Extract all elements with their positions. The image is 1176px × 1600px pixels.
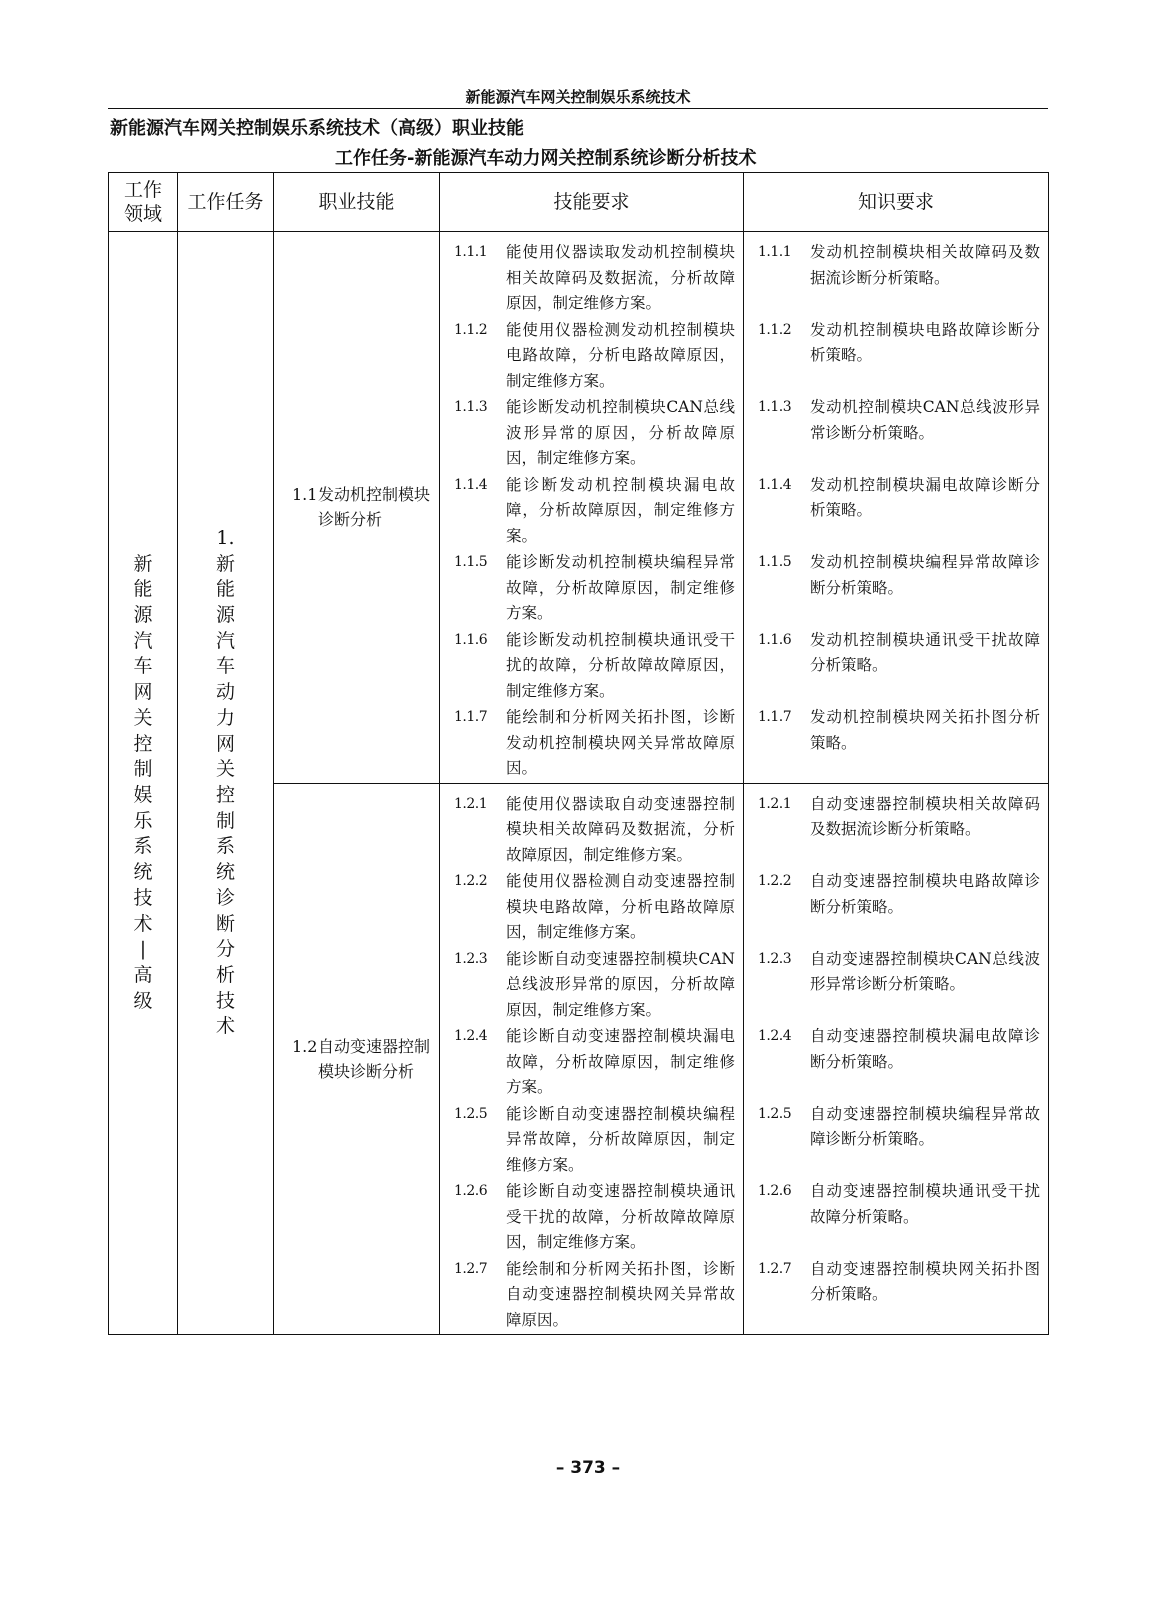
item-text: 自动变速器控制模块网关拓扑图分析策略。 [810,1259,1040,1303]
work-task-char: 析 [215,963,235,986]
skill-requirements-cell [440,232,744,784]
item-number: 1.2.7 [758,1260,792,1277]
item-number: 1.2.5 [454,1105,488,1122]
work-domain-char: 统 [133,861,153,884]
skill-requirement-item [454,1102,735,1179]
skill-name: 发动机控制模块诊断分析 [318,485,431,530]
item-number: 1.2.7 [454,1260,488,1277]
work-domain-char: 术 [133,912,153,935]
knowledge-requirement-item [758,947,1040,1024]
knowledge-requirement-item [758,869,1040,946]
work-task-char: 统 [215,861,235,884]
work-task-char: 诊 [215,886,235,909]
item-text: 能使用仪器检测发动机控制模块电路故障，分析电路故障原因，制定维修方案。 [506,320,735,390]
work-task-char: 能 [215,578,235,601]
work-domain-char: 系 [133,835,153,858]
knowledge-requirement-item [758,705,1040,782]
vocational-skill-cell [274,232,440,784]
work-task-char: 力 [215,706,235,729]
item-number: 1.1.6 [758,631,792,648]
item-text: 自动变速器控制模块相关故障码及数据流诊断分析策略。 [810,794,1040,838]
vocational-skill-cell [274,783,440,1335]
header-rule [108,108,1048,109]
skill-requirement-item [454,705,735,782]
competency-table [108,172,1049,1335]
work-domain-char: 关 [133,706,153,729]
item-text: 自动变速器控制模块编程异常故障诊断分析策略。 [810,1104,1040,1148]
skill-number: 1.2 [292,1036,318,1056]
work-task-char: 术 [215,1015,235,1038]
work-task-char: 网 [215,732,235,755]
work-task-char: 源 [215,604,235,627]
knowledge-requirement-item [758,792,1040,869]
work-domain-char: 级 [133,989,153,1012]
item-text: 能诊断自动变速器控制模块CAN总线波形异常的原因，分析故障原因，制定维修方案。 [506,949,735,1019]
skill-requirement-item [454,473,735,550]
work-domain-char: 能 [133,578,153,601]
item-number: 1.1.3 [758,399,792,415]
work-domain-char: 网 [133,681,153,704]
work-domain-char: 乐 [133,809,153,832]
item-text: 能绘制和分析网关拓扑图，诊断自动变速器控制模块网关异常故障原因。 [506,1259,735,1329]
page-number: – 373 – [555,1458,621,1478]
skill-requirement-item [454,318,735,395]
item-number: 1.2.4 [454,1028,488,1044]
item-text: 发动机控制模块编程异常故障诊断分析策略。 [810,553,1040,597]
work-task-char: 汽 [215,629,235,652]
item-text: 能诊断发动机控制模块CAN总线波形异常的原因，分析故障原因，制定维修方案。 [506,398,735,467]
item-text: 发动机控制模块电路故障诊断分析策略。 [810,320,1040,364]
work-domain-char: | [139,938,147,961]
skill-requirement-item [454,395,735,472]
skill-requirements-cell [440,783,744,1335]
item-text: 能诊断自动变速器控制模块漏电故障，分析故障原因，制定维修方案。 [506,1027,735,1096]
item-number: 1.2.2 [454,873,488,889]
work-domain-char: 高 [133,963,153,986]
knowledge-requirement-item [758,1257,1040,1334]
knowledge-requirements-cell [744,232,1049,784]
table-header-row [109,173,1049,232]
work-task-char: 控 [215,784,235,806]
item-text: 能使用仪器检测自动变速器控制模块电路故障，分析电路故障原因，制定维修方案。 [506,872,735,941]
item-text: 能诊断自动变速器控制模块通讯受干扰的故障，分析故障故障原因，制定维修方案。 [506,1182,735,1251]
item-text: 发动机控制模块通讯受干扰故障分析策略。 [810,630,1040,674]
running-header: 新能源汽车网关控制娱乐系统技术 [465,88,691,106]
header-vocational-skill: 职业技能 [274,173,440,232]
work-domain-char: 娱 [133,784,153,806]
work-task-char: 车 [215,655,235,678]
work-task-char: 关 [215,758,235,781]
work-task-char: 制 [215,809,235,832]
work-domain-cell [109,232,178,1335]
work-domain-char: 制 [133,758,153,781]
item-text: 能使用仪器读取发动机控制模块相关故障码及数据流，分析故障原因，制定维修方案。 [506,243,735,312]
header-knowledge-requirements: 知识要求 [744,173,1049,232]
skill-requirement-item [454,550,735,627]
skill-requirement-item [454,1024,735,1101]
item-number: 1.2.6 [454,1183,488,1199]
work-task-char: 1. [216,526,235,549]
item-number: 1.1.7 [454,709,488,725]
item-number: 1.2.4 [758,1028,792,1044]
work-task-char: 断 [215,912,235,935]
task-title: 工作任务-新能源汽车动力网关控制系统诊断分析技术 [335,148,757,169]
item-number: 1.1.1 [454,244,488,260]
item-text: 能诊断发动机控制模块通讯受干扰的故障，分析故障故障原因，制定维修方案。 [506,630,735,700]
item-number: 1.1.3 [454,399,488,415]
work-domain-char: 源 [133,604,153,627]
work-domain-char: 控 [133,732,153,755]
item-number: 1.2.1 [758,795,792,812]
item-text: 能使用仪器读取自动变速器控制模块相关故障码及数据流，分析故障原因，制定维修方案。 [506,794,735,864]
work-task-char: 分 [215,938,235,961]
work-task-cell [178,232,274,1335]
knowledge-requirement-item [758,473,1040,550]
work-domain-char: 汽 [133,629,153,652]
knowledge-requirement-item [758,628,1040,705]
item-number: 1.2.3 [454,950,488,967]
skill-number: 1.1 [292,485,318,505]
skill-requirement-item [454,947,735,1024]
work-task-char: 系 [215,835,235,858]
knowledge-requirement-item [758,240,1040,317]
item-number: 1.2.6 [758,1183,792,1199]
item-number: 1.1.1 [758,244,792,260]
item-number: 1.1.4 [454,476,488,493]
skill-requirement-item [454,240,735,317]
item-text: 能绘制和分析网关拓扑图，诊断发动机控制模块网关异常故障原因。 [506,708,735,777]
item-text: 发动机控制模块网关拓扑图分析策略。 [810,708,1040,752]
knowledge-requirement-item [758,395,1040,472]
knowledge-requirement-item [758,1179,1040,1256]
item-number: 1.2.3 [758,950,792,967]
item-number: 1.1.5 [454,554,488,570]
work-domain-char: 新 [133,552,153,575]
item-text: 能诊断发动机控制模块漏电故障，分析故障原因，制定维修方案。 [506,475,735,545]
item-text: 能诊断发动机控制模块编程异常故障，分析故障原因，制定维修方案。 [506,553,735,622]
work-task-char: 技 [215,989,235,1012]
knowledge-requirements-cell [744,783,1049,1335]
knowledge-requirement-item [758,1102,1040,1179]
item-text: 发动机控制模块相关故障码及数据流诊断分析策略。 [810,243,1040,287]
table-row [109,232,1049,784]
item-number: 1.2.1 [454,795,488,812]
item-number: 1.1.7 [758,709,792,725]
item-text: 自动变速器控制模块CAN总线波形异常诊断分析策略。 [810,949,1040,993]
knowledge-requirement-item [758,318,1040,395]
skill-requirement-item [454,792,735,869]
item-text: 自动变速器控制模块漏电故障诊断分析策略。 [810,1027,1040,1071]
item-text: 自动变速器控制模块通讯受干扰故障分析策略。 [810,1182,1040,1226]
item-number: 1.1.6 [454,631,488,648]
item-text: 自动变速器控制模块电路故障诊断分析策略。 [810,872,1040,916]
header-work-domain: 工作领域 [109,173,178,232]
header-work-task: 工作任务 [178,173,274,232]
skill-requirement-item [454,1179,735,1256]
skill-requirement-item [454,628,735,705]
knowledge-requirement-item [758,1024,1040,1101]
skill-requirement-item [454,1257,735,1334]
header-skill-requirements: 技能要求 [440,173,744,232]
work-task-char: 动 [215,681,235,704]
item-text: 发动机控制模块漏电故障诊断分析策略。 [810,475,1040,519]
item-number: 1.2.5 [758,1105,792,1122]
item-number: 1.1.5 [758,554,792,570]
skill-requirement-item [454,869,735,946]
item-number: 1.1.4 [758,476,792,493]
document-title: 新能源汽车网关控制娱乐系统技术（高级）职业技能 [110,118,524,139]
skill-name: 自动变速器控制模块诊断分析 [318,1036,431,1081]
item-text: 能诊断自动变速器控制模块编程异常故障，分析故障原因，制定维修方案。 [506,1104,735,1174]
work-domain-char: 技 [133,886,153,909]
item-text: 发动机控制模块CAN总线波形异常诊断分析策略。 [810,398,1040,442]
item-number: 1.1.2 [454,321,488,338]
work-task-char: 新 [215,552,235,575]
knowledge-requirement-item [758,550,1040,627]
item-number: 1.1.2 [758,321,792,338]
work-domain-char: 车 [133,655,153,678]
item-number: 1.2.2 [758,873,792,889]
